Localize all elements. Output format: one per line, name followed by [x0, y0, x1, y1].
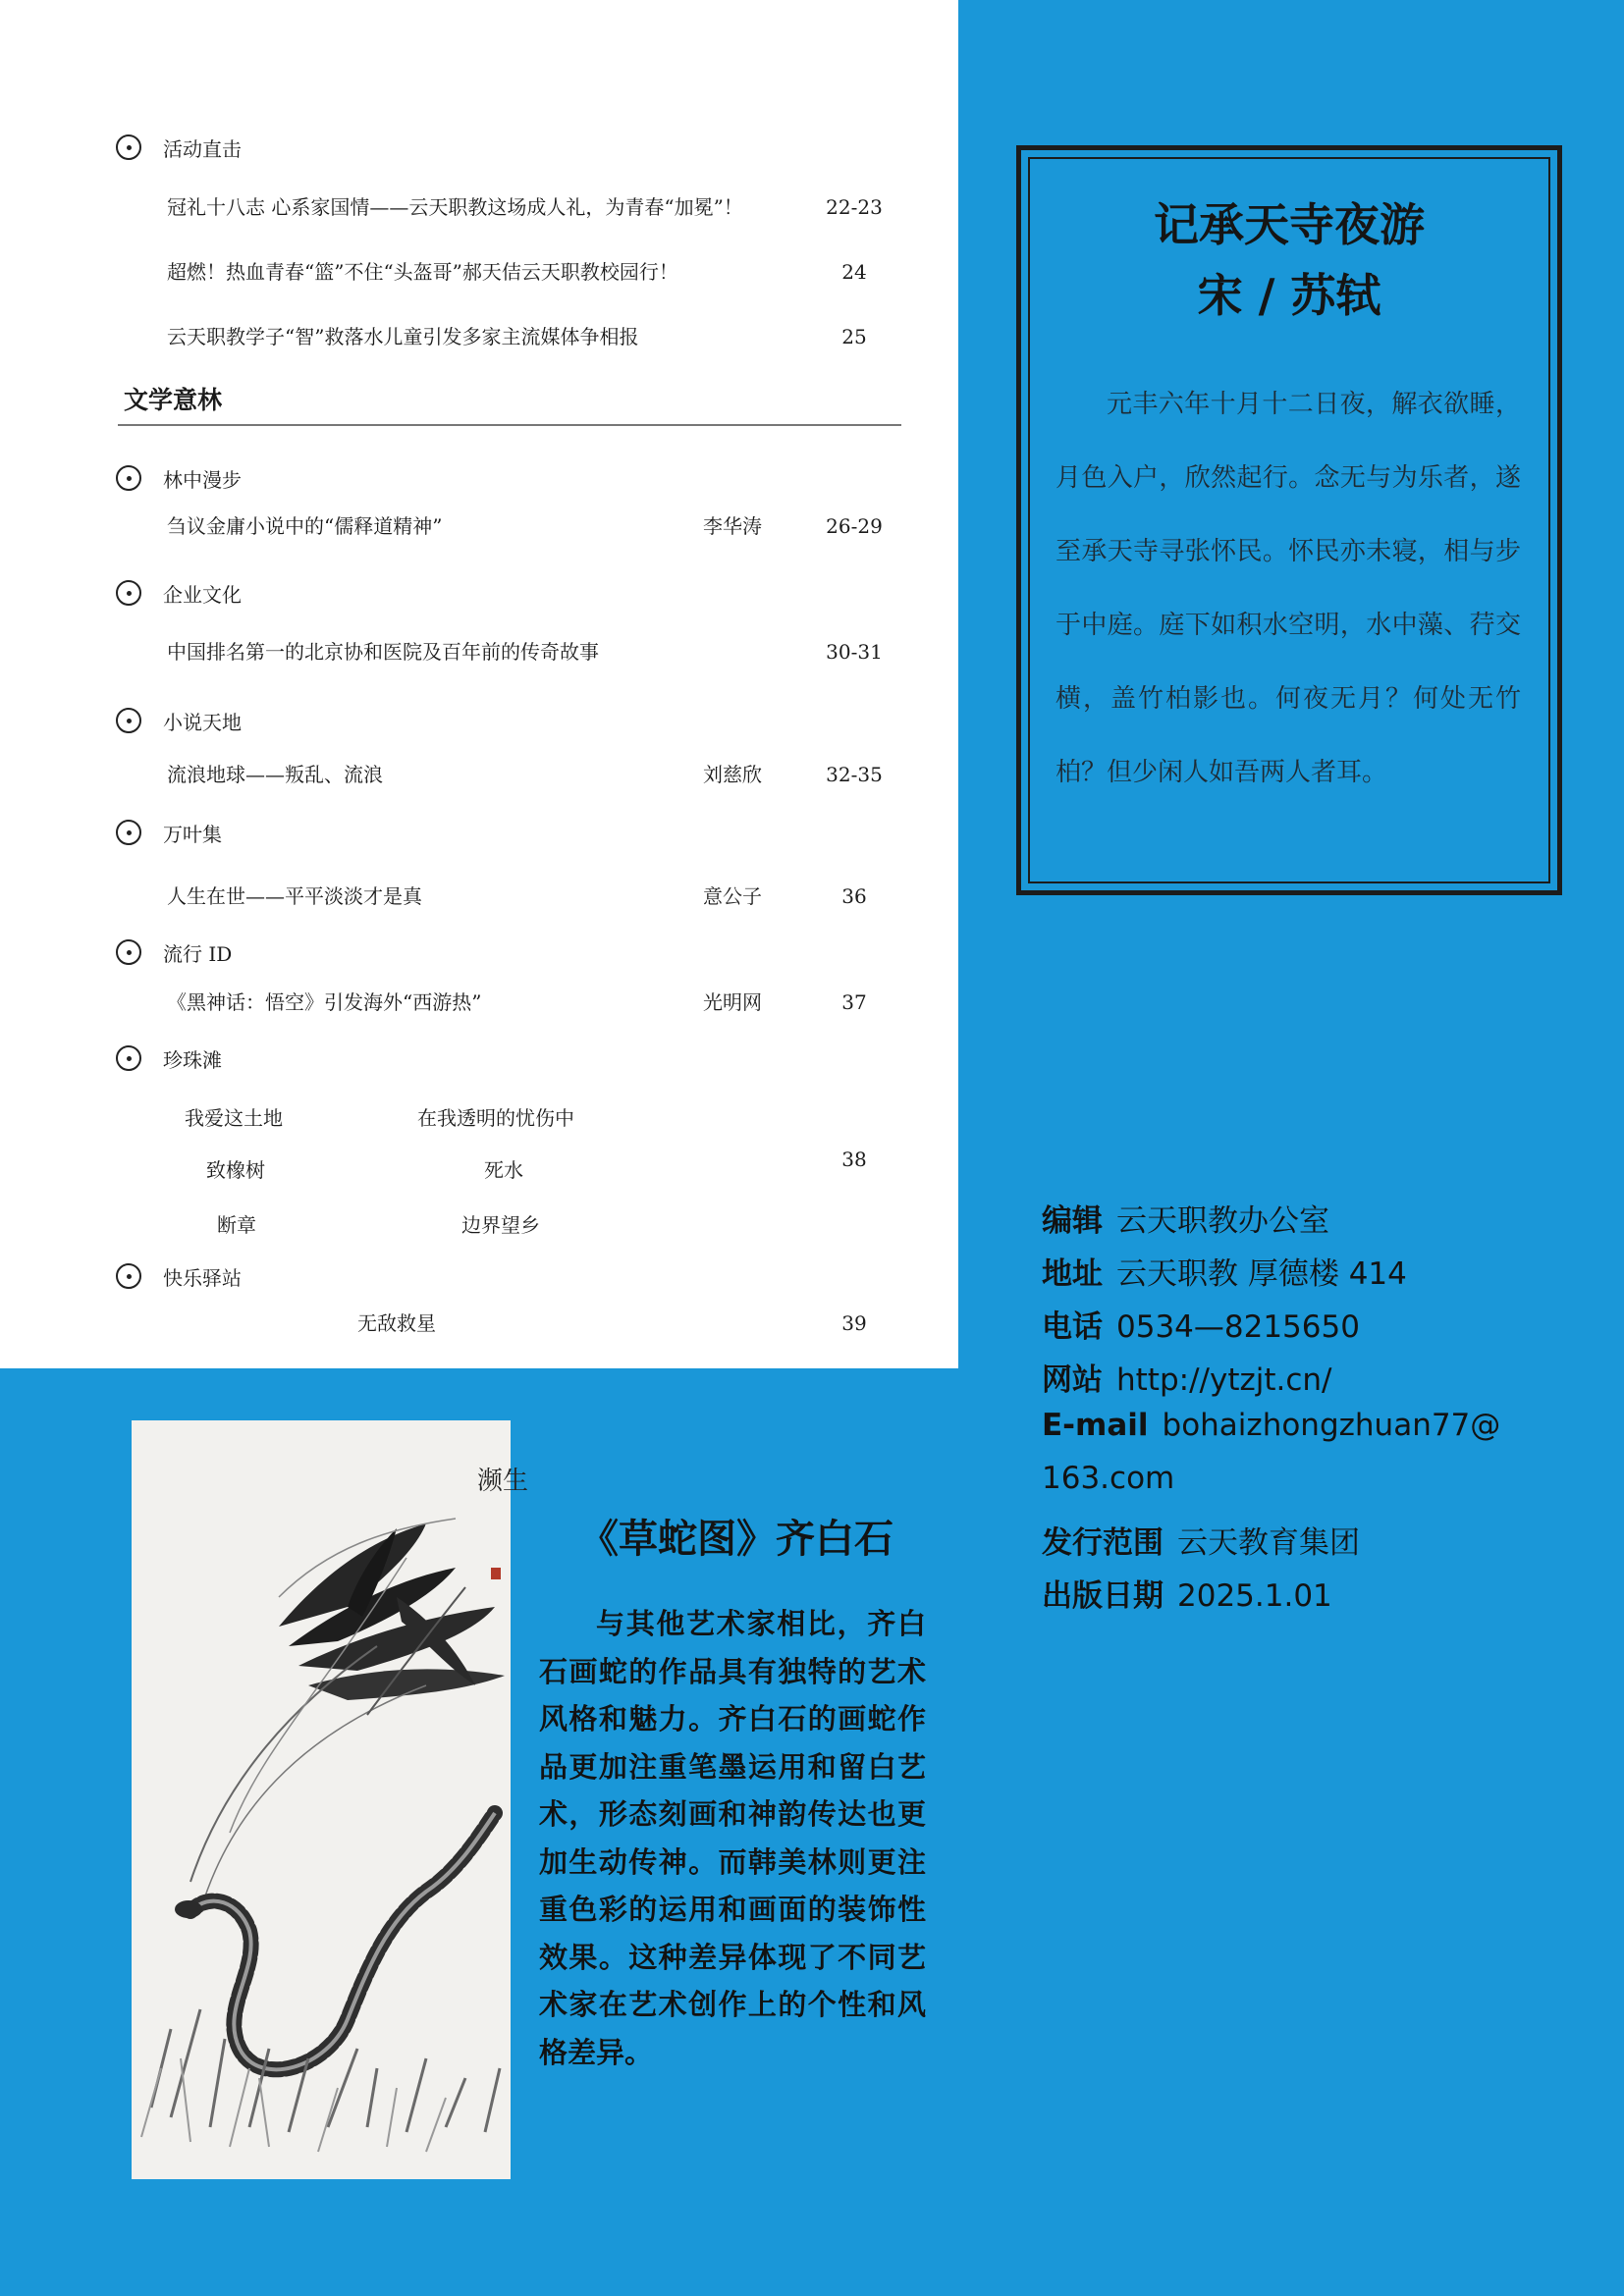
toc-entry-author: 刘慈欣 [703, 763, 762, 786]
info-email [1042, 1408, 1500, 1443]
toc-section-header [116, 706, 242, 735]
toc-poem-title: 我爱这土地 [185, 1106, 283, 1130]
circle-bullet-icon [116, 465, 141, 491]
info-range [1042, 1518, 1360, 1562]
toc-section-header [116, 578, 242, 608]
toc-section-name: 流行 ID [163, 941, 233, 966]
toc-section-name: 快乐驿站 [163, 1265, 242, 1290]
toc-section-name: 企业文化 [163, 582, 242, 607]
toc-entry-title: 人生在世——平平淡淡才是真 [167, 884, 422, 908]
table-of-contents [0, 0, 958, 1368]
artwork-title: 《草蛇图》齐白石 [579, 1516, 893, 1562]
toc-poem-title: 断章 [217, 1213, 256, 1237]
toc-section-header [116, 818, 222, 847]
toc-entry-pages: 36 [841, 884, 867, 908]
toc-entry-title: 中国排名第一的北京协和医院及百年前的传奇故事 [167, 640, 599, 664]
info-value: 云天职教 厚德楼 414 [1116, 1256, 1407, 1292]
info-phone [1042, 1302, 1360, 1346]
artwork-description: 与其他艺术家相比，齐白石画蛇的作品具有独特的艺术风格和魅力。齐白石的画蛇作品更加注重笔墨运用和留白艺术，形态刻画和神韵传达也更加生动传神。而韩美林则更注重色彩的运用和画面的装饰性效果。这种差异体现了不同艺术家在艺术创作上的个性和风格差异。 [539, 1607, 926, 2069]
ink-painting-image [132, 1420, 529, 2179]
info-label: 地址 [1042, 1256, 1103, 1292]
info-website [1042, 1355, 1332, 1399]
poem-byline: 宋 / 苏轼 [1197, 269, 1381, 322]
toc-entry-pages: 37 [841, 990, 867, 1014]
snake-painting [132, 1420, 529, 2179]
toc-section-name: 珍珠滩 [163, 1047, 222, 1072]
info-editor [1042, 1196, 1329, 1240]
toc-entry-title: 冠礼十八志 心系家国情——云天职教这场成人礼，为青春“加冕”！ [167, 195, 743, 219]
toc-poem-title: 边界望乡 [461, 1213, 540, 1237]
toc-entry-title: 流浪地球——叛乱、流浪 [167, 763, 383, 786]
poem-title: 记承天寺夜游 [1154, 198, 1425, 251]
toc-entry-author: 李华涛 [703, 514, 762, 538]
toc-entry-pages: 26-29 [826, 514, 883, 538]
toc-entry-pages: 39 [841, 1311, 867, 1335]
toc-section-name: 林中漫步 [163, 467, 242, 492]
circle-bullet-icon [116, 939, 141, 965]
info-value: http://ytzjt.cn/ [1116, 1362, 1332, 1398]
toc-entry-pages: 25 [841, 325, 867, 348]
circle-bullet-icon [116, 708, 141, 733]
info-value: 2025.1.01 [1177, 1578, 1332, 1614]
circle-bullet-icon [116, 1045, 141, 1071]
artist-signature: 濒生 [477, 1467, 529, 1496]
info-value: bohaizhongzhuan77@ [1162, 1408, 1501, 1443]
circle-bullet-icon [116, 1263, 141, 1289]
toc-entry-pages: 30-31 [826, 640, 883, 664]
toc-section-header [116, 1261, 242, 1291]
toc-section-header [116, 1043, 222, 1073]
info-label: 发行范围 [1042, 1525, 1164, 1561]
info-value: 云天职教办公室 [1116, 1203, 1329, 1239]
info-value: 0534—8215650 [1116, 1309, 1360, 1345]
info-label: 出版日期 [1042, 1578, 1164, 1614]
toc-entry-title: 无敌救星 [357, 1311, 436, 1335]
toc-poem-title: 死水 [484, 1158, 523, 1182]
circle-bullet-icon [116, 820, 141, 845]
info-label: 电话 [1042, 1309, 1103, 1345]
toc-entry-title: 《黑神话：悟空》引发海外“西游热” [167, 990, 482, 1014]
toc-section-header [116, 937, 232, 967]
toc-section-header [116, 463, 242, 493]
info-value: 云天教育集团 [1177, 1525, 1360, 1561]
toc-entry-title: 云天职教学子“智”救落水儿童引发多家主流媒体争相报 [167, 325, 639, 348]
column-divider [118, 424, 901, 426]
toc-section-name: 小说天地 [163, 710, 242, 734]
toc-entry-author: 意公子 [703, 884, 762, 908]
toc-section-name: 万叶集 [163, 822, 222, 846]
info-label: E-mail [1042, 1408, 1149, 1443]
info-label: 编辑 [1042, 1203, 1103, 1239]
toc-section-header [116, 133, 242, 162]
toc-poem-title: 致橡树 [206, 1158, 265, 1182]
toc-entry-pages: 24 [841, 260, 867, 284]
toc-entry-title: 超燃！热血青春“篮”不住“头盔哥”郝天佶云天职教校园行！ [167, 260, 678, 284]
toc-entry-pages: 32-35 [826, 763, 883, 786]
circle-bullet-icon [116, 580, 141, 606]
column-title: 文学意林 [124, 386, 223, 414]
toc-entry-pages: 38 [841, 1148, 867, 1171]
toc-section-name: 活动直击 [163, 136, 242, 161]
toc-poem-title: 在我透明的忧伤中 [417, 1106, 574, 1130]
info-label: 网站 [1042, 1362, 1103, 1398]
toc-entry-title: 刍议金庸小说中的“儒释道精神” [167, 514, 443, 538]
info-date [1042, 1571, 1332, 1615]
toc-entry-pages: 22-23 [826, 195, 883, 219]
info-email-continued: 163.com [1042, 1461, 1175, 1496]
poem-text: 元丰六年十月十二日夜，解衣欲睡，月色入户，欣然起行。念无与为乐者，遂至承天寺寻张怀民。怀民亦未寝，相与步于中庭。庭下如积水空明，水中藻、荇交横，盖竹柏影也。何夜无月？何处无竹柏？但少闲人如吾两人者耳。 [1056, 390, 1521, 787]
circle-bullet-icon [116, 134, 141, 160]
toc-entry-author: 光明网 [703, 990, 762, 1014]
poem-box [1016, 145, 1562, 895]
info-address [1042, 1249, 1407, 1293]
